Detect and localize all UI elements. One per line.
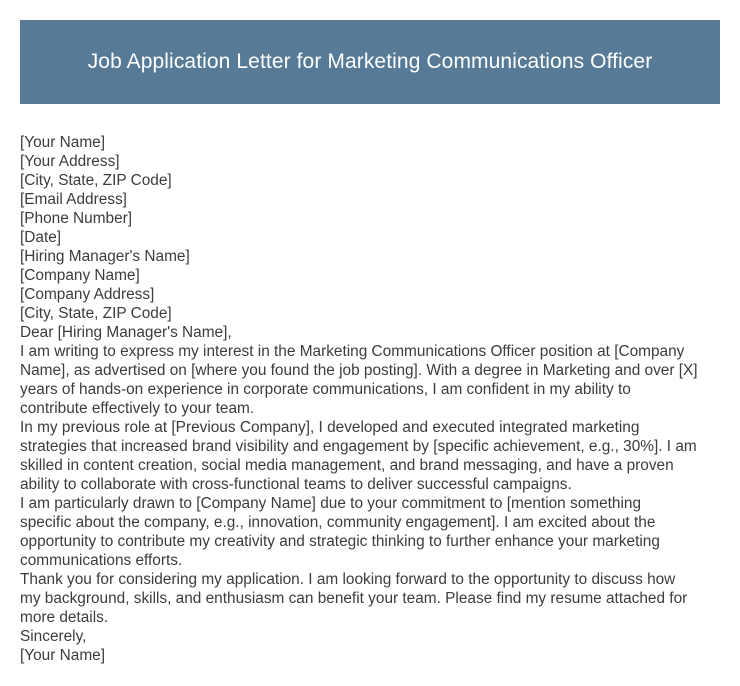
paragraph-line: strategies that increased brand visibility and engagement by [specific achievement, e.g., 30%]. I am	[20, 438, 697, 455]
closing: Sincerely,	[20, 628, 87, 645]
paragraph-line: In my previous role at [Previous Company], I developed and executed integrated marketing	[20, 419, 640, 436]
paragraph-line: I am writing to express my interest in the Marketing Communications Officer position at [Company	[20, 343, 685, 360]
paragraph-line: specific about the company, e.g., innovation, community engagement]. I am excited about the	[20, 514, 656, 531]
paragraph-line: ability to collaborate with cross-functional teams to deliver successful campaigns.	[20, 476, 572, 493]
paragraph-interest	[20, 342, 720, 418]
signature-name: [Your Name]	[20, 647, 105, 664]
paragraph-line: communications efforts.	[20, 552, 183, 569]
paragraph-thanks	[20, 570, 720, 627]
paragraph-line: Thank you for considering my application. I am looking forward to the opportunity to discuss how	[20, 571, 676, 588]
page-title: Job Application Letter for Marketing Communications Officer	[87, 50, 653, 73]
sender-address: [Your Address]	[20, 153, 120, 170]
paragraph-line: contribute effectively to your team.	[20, 400, 255, 417]
recipient-company-name: [Company Name]	[20, 267, 140, 284]
paragraph-line: skilled in content creation, social media management, and brand messaging, and have a proven	[20, 457, 674, 474]
paragraph-line: my background, skills, and enthusiasm can benefit your team. Please find my resume attached for	[20, 590, 688, 607]
letter-date: [Date]	[20, 229, 62, 246]
paragraph-line: I am particularly drawn to [Company Name] due to your commitment to [mention something	[20, 495, 642, 512]
paragraph-company-fit	[20, 494, 720, 570]
paragraph-line: years of hands-on experience in corporate communications, I am confident in my ability to	[20, 381, 631, 398]
paragraph-line: more details.	[20, 609, 109, 626]
sender-name: [Your Name]	[20, 134, 105, 151]
sender-phone: [Phone Number]	[20, 210, 133, 227]
title-banner	[20, 20, 720, 104]
sender-email: [Email Address]	[20, 191, 127, 208]
sender-city-state-zip: [City, State, ZIP Code]	[20, 172, 172, 189]
paragraph-experience	[20, 418, 720, 494]
recipient-hiring-manager: [Hiring Manager's Name]	[20, 248, 190, 265]
salutation: Dear [Hiring Manager's Name],	[20, 324, 232, 341]
recipient-city-state-zip: [City, State, ZIP Code]	[20, 305, 172, 322]
paragraph-line: opportunity to contribute my creativity and strategic thinking to further enhance your marketing	[20, 533, 660, 550]
paragraph-line: Name], as advertised on [where you found the job posting]. With a degree in Marketing and over [X]	[20, 362, 698, 379]
letter-body	[20, 133, 720, 665]
recipient-company-address: [Company Address]	[20, 286, 155, 303]
